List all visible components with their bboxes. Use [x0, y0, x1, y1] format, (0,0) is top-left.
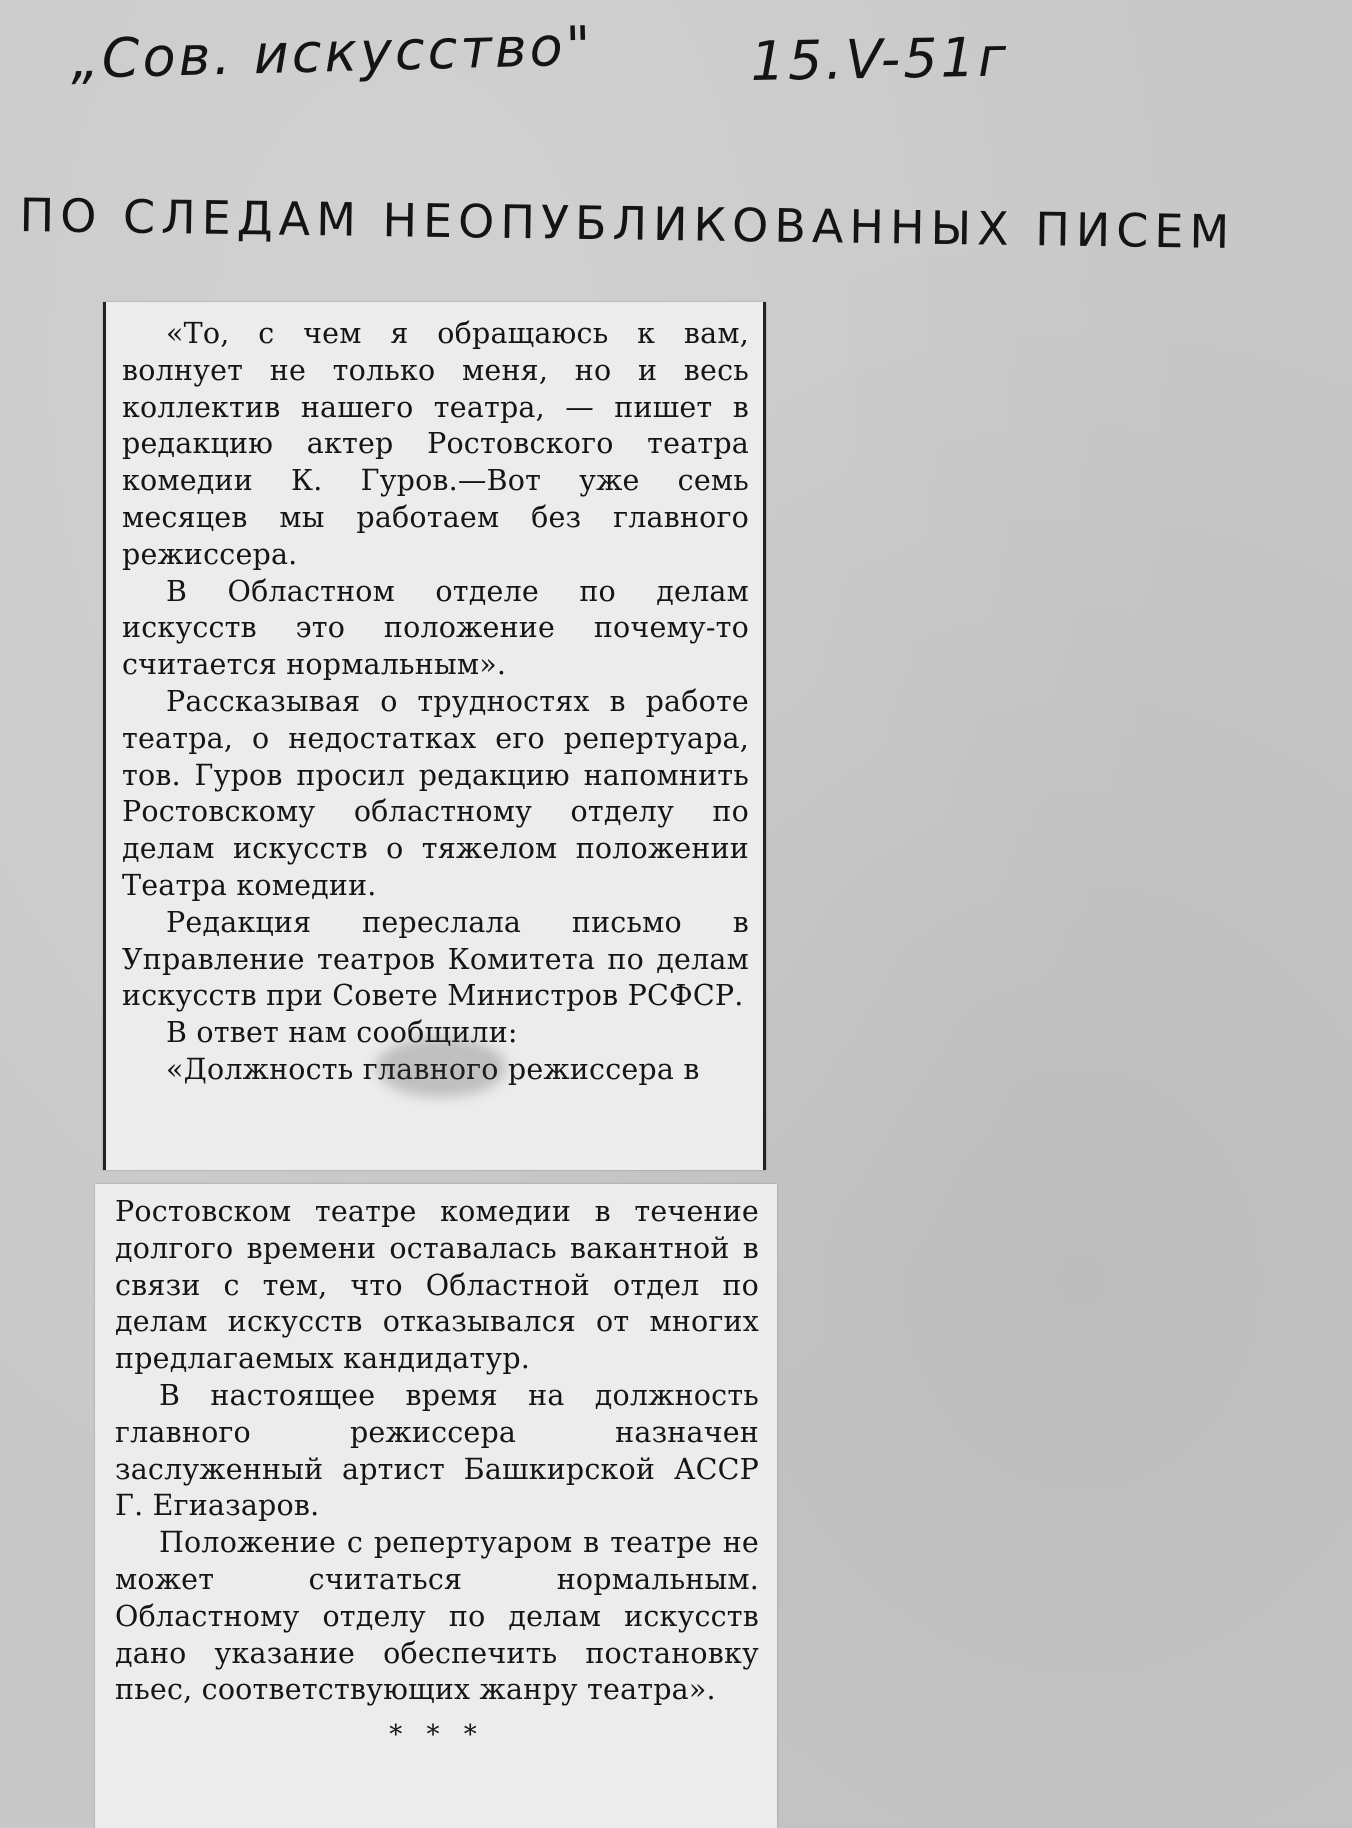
newspaper-clipping-top: [103, 302, 766, 1170]
handwritten-date: 15.V-51г: [750, 25, 1010, 93]
article-paragraph: В ответ нам сообщили:: [166, 1016, 518, 1050]
article-paragraph: В Областном отделе по делам искусств это положение почему-то считается нормальным».: [122, 574, 749, 682]
ink-smudge: [376, 1037, 506, 1097]
article-paragraph: «Должность главного режиссера в: [166, 1052, 700, 1086]
article-paragraph: Положение с репертуаром в театре не может считаться нормальным. Областному отделу по делам искусств дано указание обеспечить постановку пьес, соответствующих жанру театра».: [115, 1526, 759, 1707]
handwritten-heading: ПО СЛЕДАМ НЕОПУБЛИКОВАННЫХ ПИСЕМ: [19, 188, 1236, 259]
article-paragraph: В настоящее время на должность главного режиссера назначен заслуженный артист Башкирской АССР Г. Егиазаров.: [115, 1378, 759, 1523]
article-paragraph: Редакция переслала письмо в Управление театров Комитета по делам искусств при Совете Министров РСФСР.: [122, 905, 749, 1013]
article-text-part2: [115, 1194, 759, 1754]
article-paragraph: «То, с чем я обращаюсь к вам, волнует не только меня, но и весь коллектив нашего театра, — пишет в редакцию актер Ростовского театра комедии К. Гуров.—Вот уже семь месяцев мы работаем без главного режиссера.: [122, 317, 749, 571]
article-paragraph: Рассказывая о трудностях в работе театра, о недостатках его репертуара, тов. Гуров просил редакцию напомнить Ростовскому областному отделу по делам искусств о тяжелом положении Театра комедии.: [122, 684, 749, 902]
handwritten-source: „Сов. искусство": [70, 14, 595, 91]
article-text-part1: [122, 316, 749, 1089]
section-separator: * * *: [389, 1720, 485, 1751]
article-paragraph: Ростовском театре комедии в течение долгого времени оставалась вакантной в связи с тем, что Областной отдел по делам искусств отказывался от многих предлагаемых кандидатур.: [115, 1195, 759, 1376]
newspaper-clipping-bottom: [95, 1184, 777, 1828]
